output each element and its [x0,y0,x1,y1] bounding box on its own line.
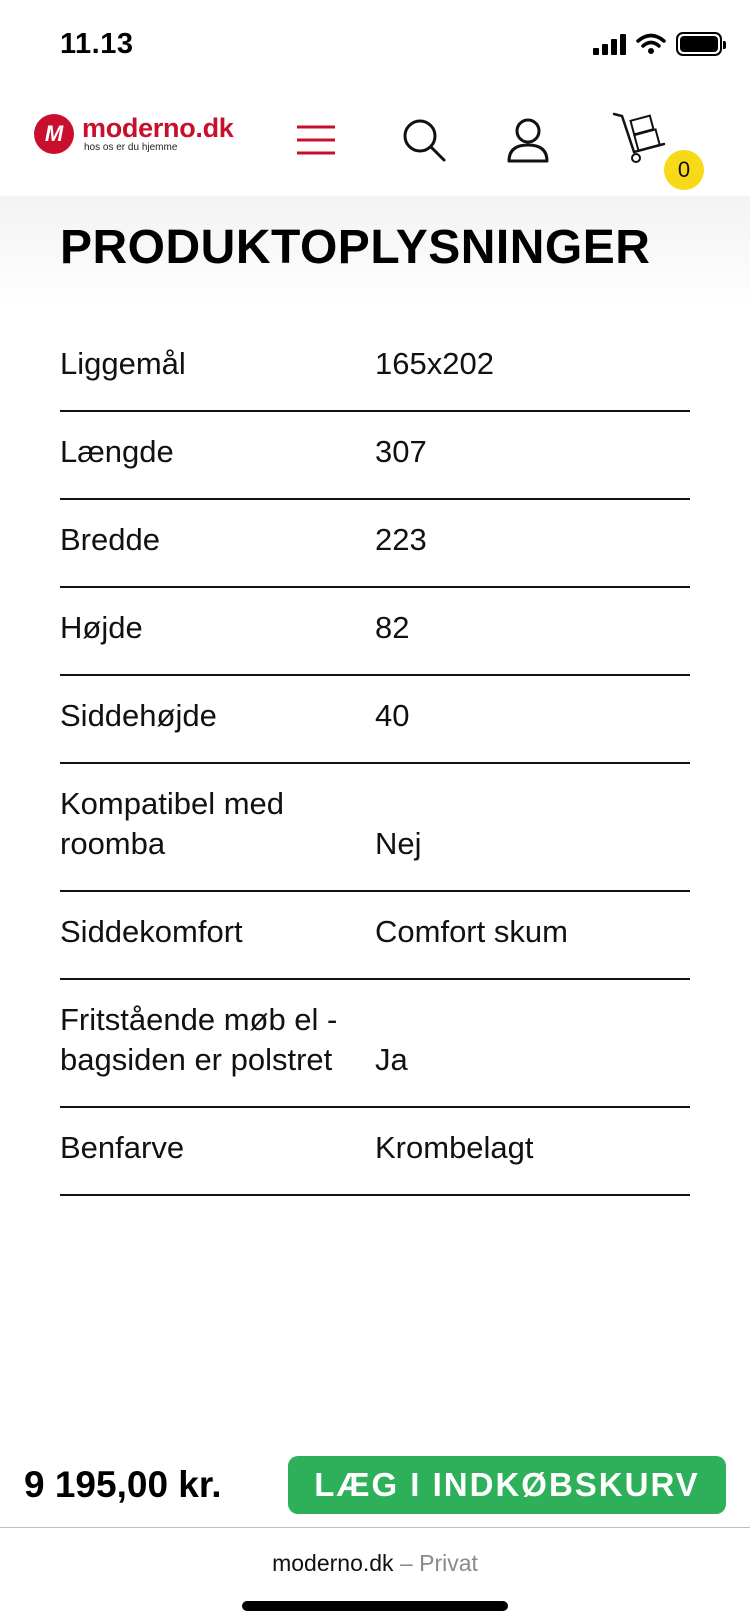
cellular-signal-icon [593,33,626,55]
spec-row [60,764,690,892]
status-icons [593,32,722,56]
spec-label: Fritstående møb el - bagsiden er polstret [60,1002,338,1077]
product-info-panel [0,196,750,1446]
logo-mark: M [34,114,74,154]
battery-fill [680,36,718,52]
status-time: 11.13 [60,28,134,60]
spec-row [60,500,690,588]
spec-label: Siddehøjde [60,698,217,733]
spec-value: 82 [375,610,410,645]
status-bar [0,0,750,90]
spec-value: 40 [375,698,410,733]
spec-label: Benfarve [60,1130,185,1165]
spec-row [60,892,690,980]
spec-value: 307 [375,434,427,469]
spec-value: Krombelagt [375,1130,534,1165]
section-title: PRODUKTOPLYSNINGER [60,221,651,274]
cart-count-badge: 0 [664,150,704,190]
address-label [0,1550,750,1577]
spec-row [60,1108,690,1196]
spec-label: Længde [60,434,174,469]
account-icon [506,117,550,163]
search-icon [401,117,447,163]
browsing-mode: – Privat [399,1550,478,1576]
spec-row [60,588,690,676]
spec-label: Kompatibel med roomba [60,786,285,861]
spec-table [60,324,690,1196]
add-to-cart-button[interactable]: LÆG I INDKØBSKURV [288,1456,726,1514]
site-logo[interactable] [34,114,234,154]
cart-icon [610,108,670,168]
search-button[interactable] [394,108,454,172]
spec-value: 223 [375,522,427,557]
spec-row [60,980,690,1108]
home-indicator[interactable] [242,1601,508,1611]
spec-value: Ja [375,1042,408,1077]
site-header [0,90,750,196]
spec-row [60,412,690,500]
buy-bar [0,1446,750,1528]
logo-tagline: hos os er du hjemme [84,142,178,153]
wifi-icon [636,33,666,55]
spec-row [60,676,690,764]
spec-row [60,324,690,412]
spec-label: Bredde [60,522,160,557]
spec-value: Comfort skum [375,914,568,949]
logo-name: moderno.dk [82,113,234,143]
logo-text [82,114,234,154]
menu-icon [295,124,337,156]
battery-icon [676,32,722,56]
site-domain: moderno.dk [272,1550,394,1576]
account-button[interactable] [498,108,558,172]
browser-address-bar[interactable] [0,1527,750,1624]
spec-label: Siddekomfort [60,914,243,949]
spec-value: Nej [375,826,422,861]
spec-label: Liggemål [60,346,186,381]
product-price: 9 195,00 kr. [24,1464,222,1505]
menu-button[interactable] [286,108,346,172]
spec-value: 165x202 [375,346,494,381]
spec-label: Højde [60,610,143,645]
cart-button[interactable] [606,108,706,182]
